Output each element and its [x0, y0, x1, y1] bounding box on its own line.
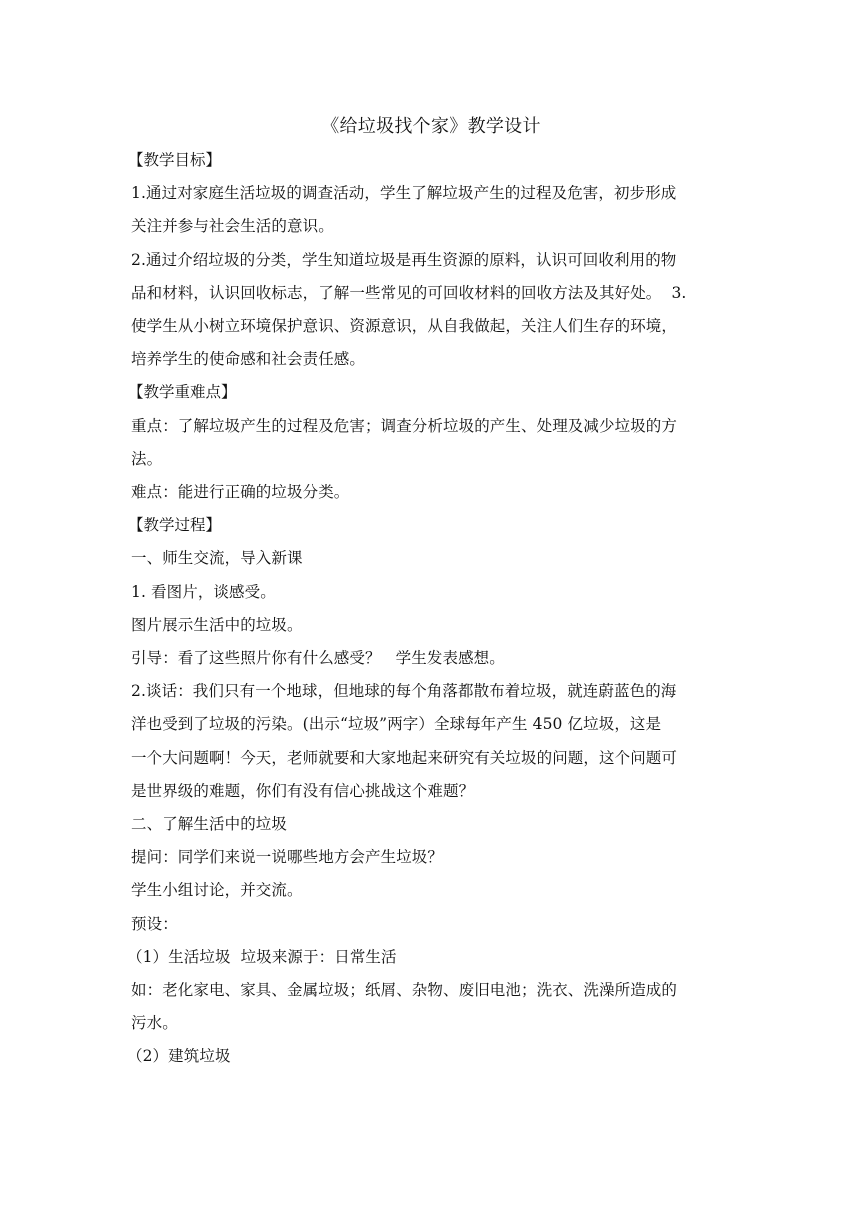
- body-text-line: 一、师生交流，导入新课: [131, 549, 303, 568]
- section-heading: 【教学目标】: [128, 151, 222, 169]
- body-text-line: 引导：看了这些照片你有什么感受？ 学生发表感想。: [131, 649, 505, 668]
- body-text-line: 预设：: [131, 914, 178, 933]
- body-text-line: 2.谈话：我们只有一个地球，但地球的每个角落都散布着垃圾，就连蔚蓝色的海: [131, 682, 677, 701]
- body-text-line: 如：老化家电、家具、金属垃圾；纸屑、杂物、废旧电池；洗衣、洗澡所造成的: [131, 981, 678, 1000]
- body-text-line: 难点：能进行正确的垃圾分类。: [131, 483, 350, 502]
- body-text-line: 重点：了解垃圾产生的过程及危害；调查分析垃圾的产生、处理及减少垃圾的方: [131, 416, 678, 435]
- body-text-line: 污水。: [131, 1014, 178, 1033]
- body-text-line: 关注并参与社会生活的意识。: [131, 217, 334, 236]
- section-heading: 【教学重难点】: [128, 383, 237, 402]
- body-text-line: 使学生从小树立环境保护意识、资源意识，从自我做起，关注人们生存的环境，: [131, 317, 678, 336]
- document-title: 《给垃圾找个家》教学设计: [321, 116, 541, 137]
- body-text-line: 1.通过对家庭生活垃圾的调查活动，学生了解垃圾产生的过程及危害，初步形成: [131, 184, 677, 203]
- body-text-line: 法。: [131, 449, 163, 468]
- body-text-line: 二、了解生活中的垃圾: [131, 815, 288, 834]
- body-text-line: 图片展示生活中的垃圾。: [131, 615, 303, 634]
- body-text-line: 提问：同学们来说一说哪些地方会产生垃圾？: [131, 848, 444, 867]
- body-text-line: 品和材料，认识回收标志，了解一些常见的可回收材料的回收方法及其好处。 3.: [131, 283, 687, 302]
- document-body: [127, 110, 731, 1074]
- document-lines: [127, 144, 731, 1074]
- body-text-line: 2.通过介绍垃圾的分类，学生知道垃圾是再生资源的原料，认识可回收利用的物: [131, 250, 677, 269]
- sub-item-line: （1）生活垃圾 垃圾来源于：日常生活: [127, 947, 397, 966]
- body-text-line: 1. 看图片，谈感受。: [131, 582, 276, 601]
- section-heading: 【教学过程】: [128, 516, 222, 535]
- sub-item-line: （2）建筑垃圾: [127, 1047, 231, 1066]
- body-text-line: 是世界级的难题，你们有没有信心挑战这个难题？: [131, 781, 475, 800]
- body-text-line: 洋也受到了垃圾的污染。(出示“垃圾”两字）全球每年产生 450 亿垃圾，这是: [131, 715, 662, 734]
- body-text-line: 一个大问题啊！今天，老师就要和大家地起来研究有关垃圾的问题，这个问题可: [131, 748, 678, 767]
- body-text-line: 培养学生的使命感和社会责任感。: [131, 350, 366, 369]
- body-text-line: 学生小组讨论，并交流。: [131, 881, 303, 900]
